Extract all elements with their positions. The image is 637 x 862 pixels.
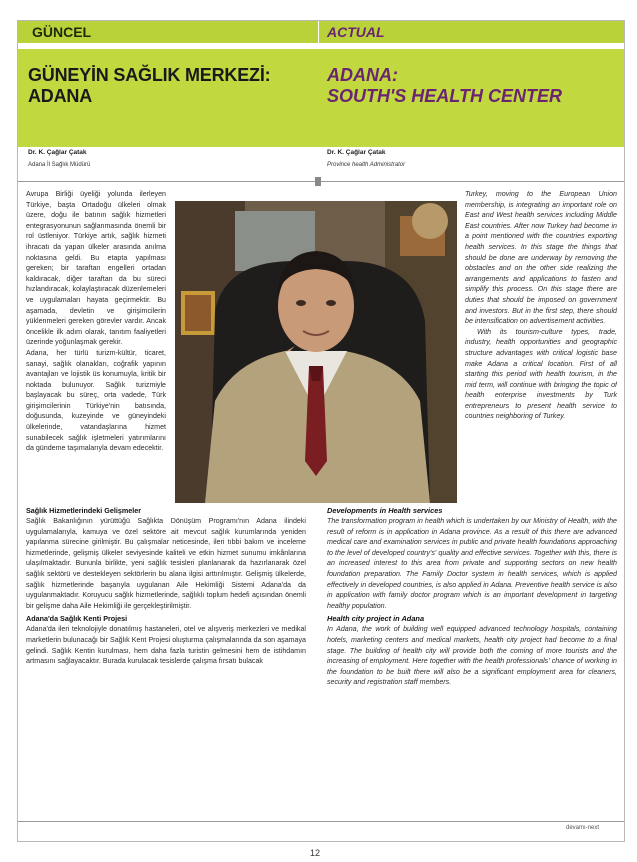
author-name-en: Dr. K. Çağlar Çatak [327, 149, 386, 156]
en-paragraph-2: With its tourism-culture types, trade, industry, health opportunities and geographic structure advantages with critical logistic base make Adana a critical location. First of all starting this period with health tourism, in the mid term, will continue with bringing the topic of health enterprise investments by Turk entrepreneurs to present health service to countries neighboring of Turkey. [465, 327, 617, 421]
tr-paragraph-3: Sağlık Bakanlığının yürüttüğü Sağlıkta Dönüşüm Programı'nın Adana ilindeki uygulamalarıyla, kamuya ve özel sektöre ait mevcut sağlık kurumlarında yeniden yapılanma sürecine girilmiştir. Bu çalışmalar neticesinde, ileri tıbbi bakım ve inceleme hizmetlerinde, gelişmiş ülkeler seviyesinde kaliteli ve etkin hizmet sunumu imkânlarına ulaşılmaktadır. Bununla birlikte, yeni sağlık tesisleri planlanarak da hazırlanarak özel sağlık sektörü ve destekleyen sektörlerin bu alana ilgisi arttırılmıştır. Gelişmiş ülkelerde, sağlık hizmetlerinde başarıyla uygulanan Aile Hekimliği Sistemi Adana'da da uygulanmaktadır. Koruyucu sağlık hizmetlerinde, sağlıklı toplum hedefi açısından önemli bir gelişme daha Aile Hekimliği ile gerçekleştirilmiştir. [26, 517, 306, 610]
en-paragraph-1: Turkey, moving to the European Union membership, is integrating an important role on East and West health services including Middle East countries. After now Turkey had become in a point mentioned with the countries exporting health services. In this stage the things that should be done are underway by removing the obstacles and on the other side realizing the arrangements and applications to fasten and simplify this process. On this stage there are duties that should be imposed on government and investors. But in the first step, there should be intensification on advertisement activities. [465, 190, 617, 326]
tr-paragraph-4: Adana'da ileri teknolojiyle donatılmış hastaneleri, otel ve alışveriş merkezleri ve medikal marketlerin bulunacağı bir Sağlık Kent Projesi oluşturma çalışmalarında da son aşamaya gelindi. Sağlık Kentin kurulması, hem daha fazla turistin gelmesini hem de istihdamın artmasını sağlayacaktır. Burada kurulacak tesislerde çalışma fırsatı bulacak [26, 625, 306, 666]
en-paragraph-4: In Adana, the work of building well equipped advanced technology hospitals, containing hotels, marketing centers and medical markets, health city project had become to a final stage. The building of health city will provide both the coming of more tourists and the increasing of employment. Here together with the health professionals' chance of working in the foundation to be built there will also be a significant employment area for cleaners, security and registration staff members. [327, 625, 617, 687]
header-divider [318, 21, 319, 43]
en-paragraph-3: The transformation program in health which is undertaken by our Ministry of Health, with the result of reform is in application in Adana province. As a result of this there are advanced medical care and examination services in public and private health foundations approaching to the level of developed country's' quality and effective services. Together with this, there is an increased interest to this area from private and supporting sectors on new health foundation preparation. The Family Doctor system in health services, which is applied effectively in developed countries, is also applied in Adana. Preventive health service is also in application with family doctor program which is an important development in targeting healthy population. [327, 517, 617, 610]
article-title-tr: GÜNEYİN SAĞLIK MERKEZİ: ADANA [28, 65, 271, 106]
article-title-en-line1: ADANA: [327, 65, 398, 85]
tr-paragraph-1: Avrupa Birliği üyeliği yolunda ilerleyen Türkiye, başta Ortadoğu ülkeleri olmak üzere, doğu ile batının sağlık hizmetleri entegrasyonunun sağlanmasında önemli bir rol üstleniyor. Türkiye artık, sağlık hizmeti ihracatı da yapan ülkeler arasında anılma noktasına geldi. Bu etapta yapılması gereken; bir taraftan engelleri ortadan kaldıracak, diğer taraftan da bu süreci hızlandıracak, kolaylaştıracak düzenlemeleri ve uygulamaları hayata geçirmektir. Bu aşamada, devletin ve girişimcilerin yüklenmeleri gereken görevler vardır. Ancak öncelikle ilk adım olarak, tanıtım faaliyetleri üzerinde yoğunlaşmak gerekir. [26, 190, 166, 347]
continued-link[interactable]: devamı-next [566, 825, 600, 831]
portrait-illustration [175, 201, 457, 503]
tr-lower-column [26, 503, 306, 819]
footer-rule [18, 821, 624, 822]
en-section-heading-1: Developments in Health services [327, 506, 443, 515]
portrait-photo [175, 201, 457, 503]
page-number: 12 [310, 848, 321, 858]
article-title-en [327, 65, 617, 107]
author-role-tr: Adana İl Sağlık Müdürü [28, 162, 91, 168]
author-name-tr: Dr. K. Çağlar Çatak [28, 149, 87, 156]
section-label-en: ACTUAL [327, 24, 385, 40]
en-section-heading-2: Health city project in Adana [327, 614, 425, 624]
center-marker [315, 177, 321, 186]
tr-paragraph-2: Adana, her türlü turizm-kültür, ticaret, sanayi, sağlık olanakları, coğrafik yapının avantajları ve lojistik üs konumuyla, kritik bir noktada bulunuyor. Sağlık turizmiyle başlayacak bu süreç, orta vadede, Türk girişimcilerinin Türkiye'nin batısında, doğusunda, kuzeyinde ve güneyindeki ülkelerinde, vatandaşlarına hizmet sunabilecek sağlık işletmeleri yatırımlarını da gündeme taşımalarıyla devam edecektir. [26, 348, 166, 453]
magazine-page [17, 20, 625, 842]
tr-section-heading-1: Sağlık Hizmetlerindeki Gelişmeler [26, 506, 142, 515]
header-rule [18, 181, 624, 182]
en-intro-column [465, 189, 617, 501]
author-role-en: Province health Administrator [327, 162, 406, 168]
article-title-en-line2: SOUTH'S HEALTH CENTER [327, 86, 562, 106]
tr-section-heading-2: Adana'da Sağlık Kenti Projesi [26, 614, 128, 624]
en-lower-column [327, 503, 617, 819]
tr-intro-column [26, 189, 166, 501]
section-header-bar [18, 21, 624, 43]
section-label-tr: GÜNCEL [32, 24, 92, 40]
